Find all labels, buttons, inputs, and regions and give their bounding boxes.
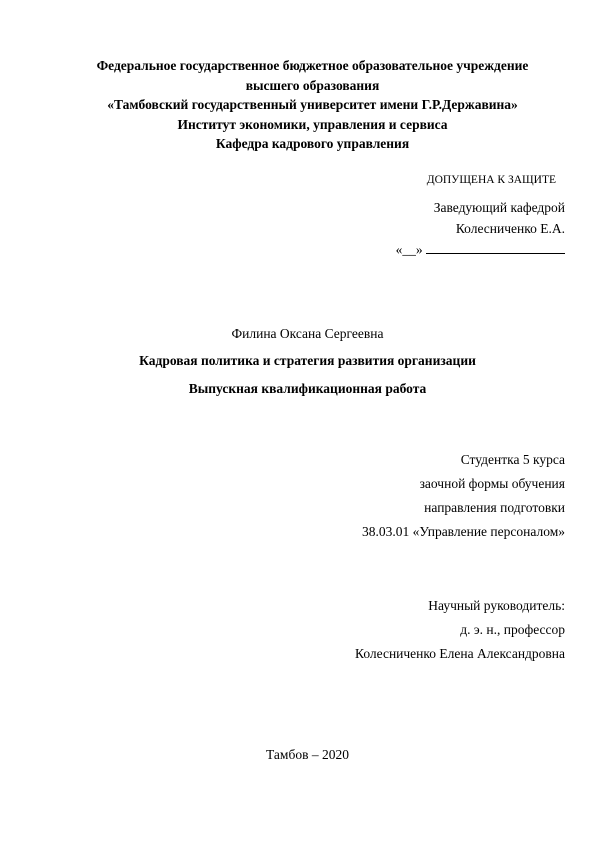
- student-line-direction: направления подготовки: [424, 500, 565, 515]
- header-line-university: «Тамбовский государственный университет имени Г.Р.Державина»: [107, 97, 518, 112]
- header-line-organization: Федеральное государственное бюджетное образовательное учреждение: [96, 58, 529, 73]
- thesis-title: Кадровая политика и стратегия развития организации: [139, 353, 476, 368]
- supervisor-line-degree: д. э. н., профессор: [460, 622, 565, 637]
- author-name: Филина Оксана Сергеевна: [231, 326, 384, 341]
- approval-date-blank: [426, 239, 565, 254]
- work-type: Выпускная квалификационная работа: [188, 381, 427, 396]
- header-line-institute: Институт экономики, управления и сервиса: [177, 116, 448, 132]
- approval-name: Колесниченко Е.А.: [455, 221, 565, 236]
- student-line-study-form: заочной формы обучения: [419, 476, 565, 491]
- header-line-department: Кафедра кадрового управления: [215, 136, 410, 151]
- approval-date: [396, 239, 565, 260]
- institution-header: [60, 56, 565, 154]
- supervisor-info: [355, 594, 565, 666]
- approval-date-prefix: «__»: [395, 242, 426, 257]
- student-line-program: 38.03.01 «Управление персоналом»: [361, 524, 565, 539]
- supervisor-line-role: Научный руководитель:: [428, 598, 565, 613]
- city-year: Тамбов – 2020: [266, 747, 349, 762]
- student-line-course: Студентка 5 курса: [460, 452, 565, 467]
- header-line-education-level: высшего образования: [245, 77, 380, 93]
- approval-stamp: ДОПУЩЕНА К ЗАЩИТЕ: [426, 174, 556, 186]
- approval-block: [396, 170, 565, 260]
- approval-position: Заведующий кафедрой: [433, 200, 565, 215]
- student-info: [362, 448, 565, 544]
- supervisor-line-name: Колесниченко Елена Александровна: [354, 646, 565, 661]
